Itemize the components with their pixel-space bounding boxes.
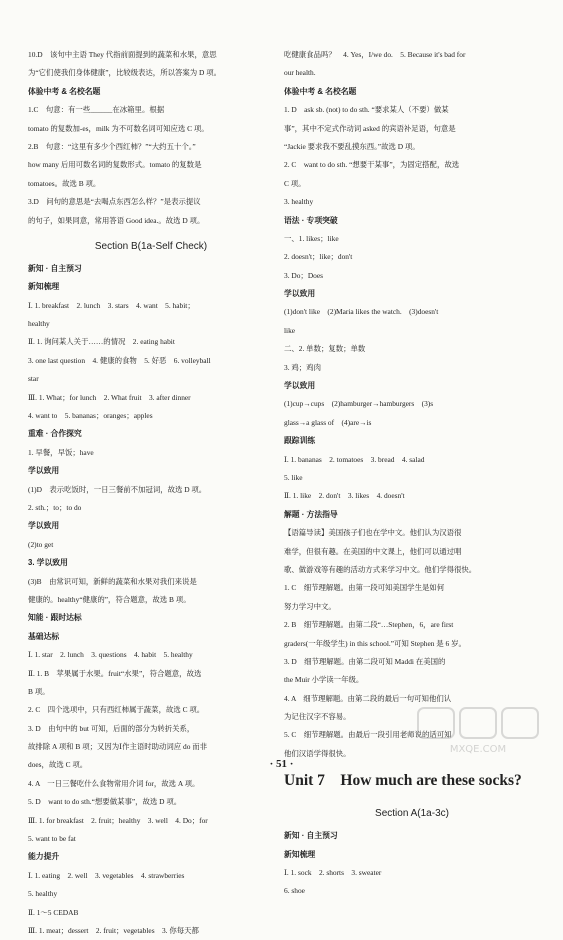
section-title: Section A(1a-3c) <box>375 808 449 820</box>
text-line: 3. D 细节理解题。由第二段可知 Maddi 在美国的 <box>284 656 446 666</box>
text-line: 难学，但很有趣。在美国的中文课上，他们可以通过唱 <box>284 546 462 556</box>
text-line: glass→a glass of (4)are→is <box>284 417 372 427</box>
section-heading: 体验中考 & 名校名题 <box>28 86 101 96</box>
text-line: 10.D 该句中主语 They 代指前面提到的蔬菜和水果，意思 <box>28 50 217 59</box>
text-line: 1. 早餐，早饭；have <box>28 447 94 457</box>
section-heading: 解题 · 方法指导 <box>284 509 338 519</box>
text-line: 1. D ask sb. (not) to do sth. “要求某人（不要）做某 <box>284 105 449 115</box>
text-line: B 项。 <box>28 686 50 696</box>
text-line: 为记住汉字不容易。 <box>284 712 351 722</box>
text-line: Ⅲ. 1. What；for lunch 2. What fruit 3. after dinner <box>28 392 191 402</box>
text-line: 2.B 句意：“这里有多少个西红柿？”“大约五十个。” <box>28 141 196 151</box>
right-column <box>284 46 540 901</box>
text-line: 努力学习中文。 <box>284 601 336 611</box>
watermark-logo <box>416 704 541 756</box>
section-heading: 重难 · 合作探究 <box>28 429 82 439</box>
text-line: 事”，其中不定式作动词 asked 的宾语补足语，句意是 <box>284 123 456 133</box>
text-line: Ⅱ. 1～5 CEDAB <box>28 907 79 917</box>
text-line: 5. want to be fat <box>28 834 76 844</box>
text-line: like <box>284 325 296 335</box>
text-line: C 项。 <box>284 178 306 188</box>
text-line: 歌、做游戏等有趣的活动方式来学习中文。他们学得很快。 <box>284 564 477 574</box>
text-line: 3. Do；Does <box>284 270 324 280</box>
text-line: Ⅰ. 1. breakfast 2. lunch 3. stars 4. want 5. habit； <box>28 300 195 310</box>
text-line: our health. <box>284 68 316 78</box>
text-line: (2)to get <box>28 539 54 549</box>
text-line: 吃健康食品吗？ 4. Yes，I/we do. 5. Because it's bad for <box>284 50 466 59</box>
left-column <box>28 46 274 940</box>
text-line: 3. healthy <box>284 197 314 207</box>
section-title: Section B(1a-Self Check) <box>94 240 208 252</box>
section-heading: 新知梳理 <box>284 849 316 859</box>
section-heading: 新知 · 自主预习 <box>284 831 338 841</box>
text-line: 5. C 细节理解题。由最后一段引用老师说的话可知 <box>284 730 452 740</box>
text-line: 3. one last question 4. 健康的食物 5. 好恶 6. volleyball <box>28 355 211 365</box>
section-heading: 基础达标 <box>28 631 60 641</box>
section-heading: 学以致用 <box>28 521 60 531</box>
text-line: 1.C 句意：有一些______在冰箱里。根据 <box>28 105 165 115</box>
section-heading: 体验中考 & 名校名题 <box>284 86 357 96</box>
text-line: 4. A 细节理解题。由第二段的最后一句可知他们认 <box>284 693 452 703</box>
text-line: 2. C 四个选项中，只有西红柿属于蔬菜，故选 C 项。 <box>28 705 205 715</box>
text-line: tomato 的复数加-es，milk 为不可数名词可知应选 C 项。 <box>28 123 209 133</box>
text-line: (1)cup→cups (2)hamburger→hamburgers (3)s <box>284 399 434 409</box>
text-line: 2. sth.；to；to do <box>28 502 82 512</box>
section-heading: 知能 · 跟时达标 <box>28 613 82 623</box>
section-heading: 学以致用 <box>284 381 316 391</box>
text-line: how many 后用可数名词的复数形式。tomato 的复数是 <box>28 160 202 170</box>
svg-text:MXQE.COM: MXQE.COM <box>449 744 507 755</box>
text-line: Ⅰ. 1. bananas 2. tomatoes 3. bread 4. salad <box>284 454 425 464</box>
text-line: 2. doesn't；like；don't <box>284 252 353 262</box>
text-line: Ⅱ. 1. B 苹果属于水果。fruit“水果”，符合题意，故选 <box>28 668 202 678</box>
text-line: (3)B 由常识可知，新鲜的蔬菜和水果对我们来说是 <box>28 576 197 586</box>
text-line: Ⅱ. 1. 询问某人关于……的情况 2. eating habit <box>28 337 175 347</box>
text-line: 3.D 问句的意思是“去喝点东西怎么样？”是表示提议 <box>28 197 201 207</box>
text-line: star <box>28 374 39 384</box>
text-line: does，故选 C 项。 <box>28 760 88 770</box>
text-line: 4. A 一日三餐吃什么食物常用介词 for，故选 A 项。 <box>28 778 200 788</box>
text-line: 3. D 由句中的 but 可知，后面的部分为转折关系， <box>28 723 195 733</box>
text-line: 1. C 细节理解题。由第一段可知美国学生是如何 <box>284 583 445 593</box>
section-heading: 学以致用 <box>28 466 60 476</box>
text-line: Ⅰ. 1. eating 2. well 3. vegetables 4. strawberries <box>28 870 185 880</box>
text-line: 二、2. 单数；复数；单数 <box>284 344 366 354</box>
page-number: · 51 · <box>269 758 294 770</box>
section-heading: 跟踪训练 <box>284 436 316 446</box>
text-line: Ⅰ. 1. star 2. lunch 3. questions 4. habit 5. healthy <box>28 650 193 660</box>
text-line: 【语篇导读】美国孩子们也在学中文。他们认为汉语很 <box>284 528 462 538</box>
text-line: 的句子，如果同意，常用答语 Good idea.。故选 D 项。 <box>28 215 205 225</box>
text-line: 故排除 A 项和 B 项；又因为Ⅰ作主语时助动词应 do 而非 <box>28 742 208 752</box>
text-line: graders(一年级学生) in this school.”可知 Stephen 是 6 岁。 <box>284 638 466 648</box>
text-line: tomatoes。故选 B 项。 <box>28 178 101 188</box>
text-line: 2. B 细节理解题。由第二段“…Stephen，6，are first <box>284 620 454 630</box>
text-line: the Muir 小学读一年级。 <box>284 675 364 685</box>
section-heading: 3. 学以致用 <box>28 558 68 568</box>
text-line: (1)don't like (2)Maria likes the watch. (3)doesn't <box>284 307 439 317</box>
text-line: 健康的。healthy“健康的”，符合题意，故选 B 项。 <box>28 594 191 604</box>
text-line: 一、1. likes；like <box>284 233 339 243</box>
text-line: Ⅲ. 1. for breakfast 2. fruit；healthy 3. well 4. Do；for <box>28 815 208 825</box>
text-line: healthy <box>28 319 50 329</box>
text-line: 3. 鸡；鸡肉 <box>284 362 321 372</box>
section-heading: 能力提升 <box>28 852 60 862</box>
text-line: 5. like <box>284 472 303 482</box>
text-line: “Jackie 要求我不要乱摸东西。”故选 D 项。 <box>284 141 420 151</box>
text-line: 4. want to 5. bananas；oranges；apples <box>28 411 153 421</box>
section-heading: 学以致用 <box>284 289 316 299</box>
text-line: 6. shoe <box>284 886 305 896</box>
text-line: Ⅰ. 1. sock 2. shorts 3. sweater <box>284 868 382 878</box>
text-line: 他们汉语学得很快。 <box>284 748 351 758</box>
section-heading: 新知 · 自主预习 <box>28 263 82 273</box>
text-line: Ⅲ. 1. meat；dessert 2. fruit；vegetables 3. 你每天都 <box>28 925 199 935</box>
text-line: 为“它们使我们身体健康”，比较级表达，所以答案为 D 项。 <box>28 68 221 78</box>
text-line: Ⅱ. 1. like 2. don't 3. likes 4. doesn't <box>284 491 405 501</box>
text-line: 2. C want to do sth. “想要干某事”，为固定搭配，故选 <box>284 160 460 170</box>
text-line: 5. D want to do sth.“想要做某事”，故选 D 项。 <box>28 797 182 807</box>
unit-title: Unit 7 How much are these socks? <box>284 772 522 790</box>
section-heading: 新知梳理 <box>28 282 60 292</box>
text-line: 5. healthy <box>28 889 58 899</box>
section-heading: 语法 · 专项突破 <box>284 215 338 225</box>
text-line: (1)D 表示吃饭时，一日三餐前不加冠词，故选 D 项。 <box>28 484 207 494</box>
